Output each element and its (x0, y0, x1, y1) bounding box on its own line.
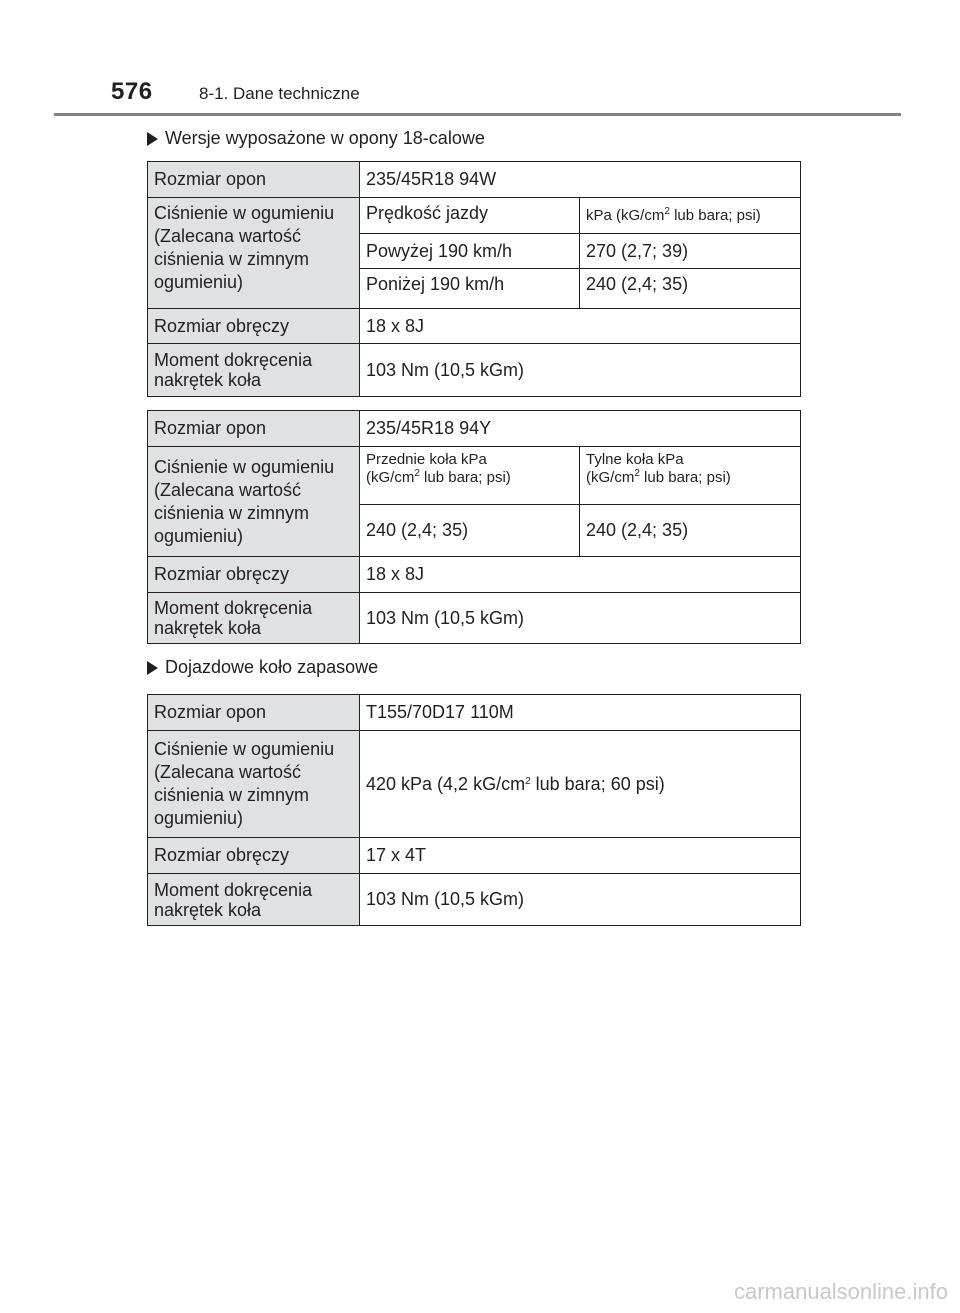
torque-label: Moment dokręcenia nakrętek koła (148, 593, 360, 644)
rear-wheel-header (580, 447, 801, 505)
table-row (148, 447, 801, 505)
unit-header (580, 198, 801, 234)
pressure-label: Ciśnienie w ogumieniu (Zalecana wartość ciśnienia w zimnym ogumieniu) (148, 198, 360, 309)
table-row (148, 198, 801, 234)
tire-size-value: T155/70D17 110M (360, 695, 801, 731)
rear-wheel-pressure: 240 (2,4; 35) (580, 505, 801, 557)
table-row (148, 557, 801, 593)
torque-value: 103 Nm (10,5 kGm) (360, 593, 801, 644)
pressure-above-190: 270 (2,7; 39) (580, 234, 801, 269)
section-heading-text: Wersje wyposażone w opony 18-calowe (165, 128, 485, 148)
front-header-unit-end: lub bara; psi) (419, 469, 511, 486)
table-row (148, 309, 801, 344)
rear-header-unit: (kG/cm (586, 469, 635, 486)
table-row (148, 695, 801, 731)
tire-size-label: Rozmiar opon (148, 695, 360, 731)
table-row (148, 838, 801, 874)
section-heading-18-inch (147, 128, 485, 149)
unit-header-text-end: lub bara; psi) (669, 206, 761, 224)
spare-pressure-text-end: lub bara; 60 psi) (530, 773, 665, 794)
rear-header-line1: Tylne koła kPa (586, 451, 684, 468)
page-header (0, 0, 960, 118)
rear-header-unit-end: lub bara; psi) (639, 469, 731, 486)
unit-header-text: kPa (kG/cm (586, 206, 665, 224)
torque-value: 103 Nm (10,5 kGm) (360, 344, 801, 397)
rim-size-value: 18 x 8J (360, 557, 801, 593)
spare-pressure-value (360, 731, 801, 838)
pressure-label: Ciśnienie w ogumieniu (Zalecana wartość ciśnienia w zimnym ogumieniu) (148, 731, 360, 838)
tire-spec-table-94w (147, 161, 801, 397)
unit-header-sup: 2 (664, 205, 670, 217)
tire-spec-table-spare (147, 694, 801, 926)
speed-above-190: Powyżej 190 km/h (360, 234, 580, 269)
torque-value: 103 Nm (10,5 kGm) (360, 874, 801, 926)
tire-size-value: 235/45R18 94Y (360, 411, 801, 447)
page-number: 576 (111, 78, 153, 105)
tire-size-value: 235/45R18 94W (360, 162, 801, 198)
torque-label: Moment dokręcenia nakrętek koła (148, 344, 360, 397)
watermark: carmanualsonline.info (733, 1279, 948, 1304)
rim-size-label: Rozmiar obręczy (148, 838, 360, 874)
rim-size-value: 18 x 8J (360, 309, 801, 344)
rim-size-label: Rozmiar obręczy (148, 557, 360, 593)
speed-below-190: Poniżej 190 km/h (360, 269, 580, 309)
pressure-label: Ciśnienie w ogumieniu (Zalecana wartość ciśnienia w zimnym ogumieniu) (148, 447, 360, 557)
torque-label: Moment dokręcenia nakrętek koła (148, 874, 360, 926)
tire-size-label: Rozmiar opon (148, 411, 360, 447)
table-row (148, 593, 801, 644)
triangle-bullet-icon (147, 132, 158, 146)
table-row (148, 344, 801, 397)
rear-header-sup: 2 (634, 468, 640, 479)
header-divider (54, 113, 901, 116)
table-row (148, 162, 801, 198)
section-heading-text: Dojazdowe koło zapasowe (165, 657, 379, 677)
section-title: 8-1. Dane techniczne (199, 84, 360, 103)
table-row (148, 411, 801, 447)
triangle-bullet-icon (147, 661, 158, 675)
table-row (148, 874, 801, 926)
section-heading-spare (147, 657, 378, 678)
pressure-below-190: 240 (2,4; 35) (580, 269, 801, 309)
speed-header: Prędkość jazdy (360, 198, 580, 234)
spare-pressure-sup: 2 (525, 775, 531, 787)
front-wheel-header (360, 447, 580, 505)
front-header-sup: 2 (414, 468, 420, 479)
rim-size-label: Rozmiar obręczy (148, 309, 360, 344)
rim-size-value: 17 x 4T (360, 838, 801, 874)
front-header-line1: Przednie koła kPa (366, 451, 487, 468)
tire-spec-table-94y (147, 410, 801, 644)
table-row (148, 731, 801, 838)
spare-pressure-text: 420 kPa (4,2 kG/cm (366, 773, 526, 794)
front-wheel-pressure: 240 (2,4; 35) (360, 505, 580, 557)
tire-size-label: Rozmiar opon (148, 162, 360, 198)
front-header-unit: (kG/cm (366, 469, 415, 486)
